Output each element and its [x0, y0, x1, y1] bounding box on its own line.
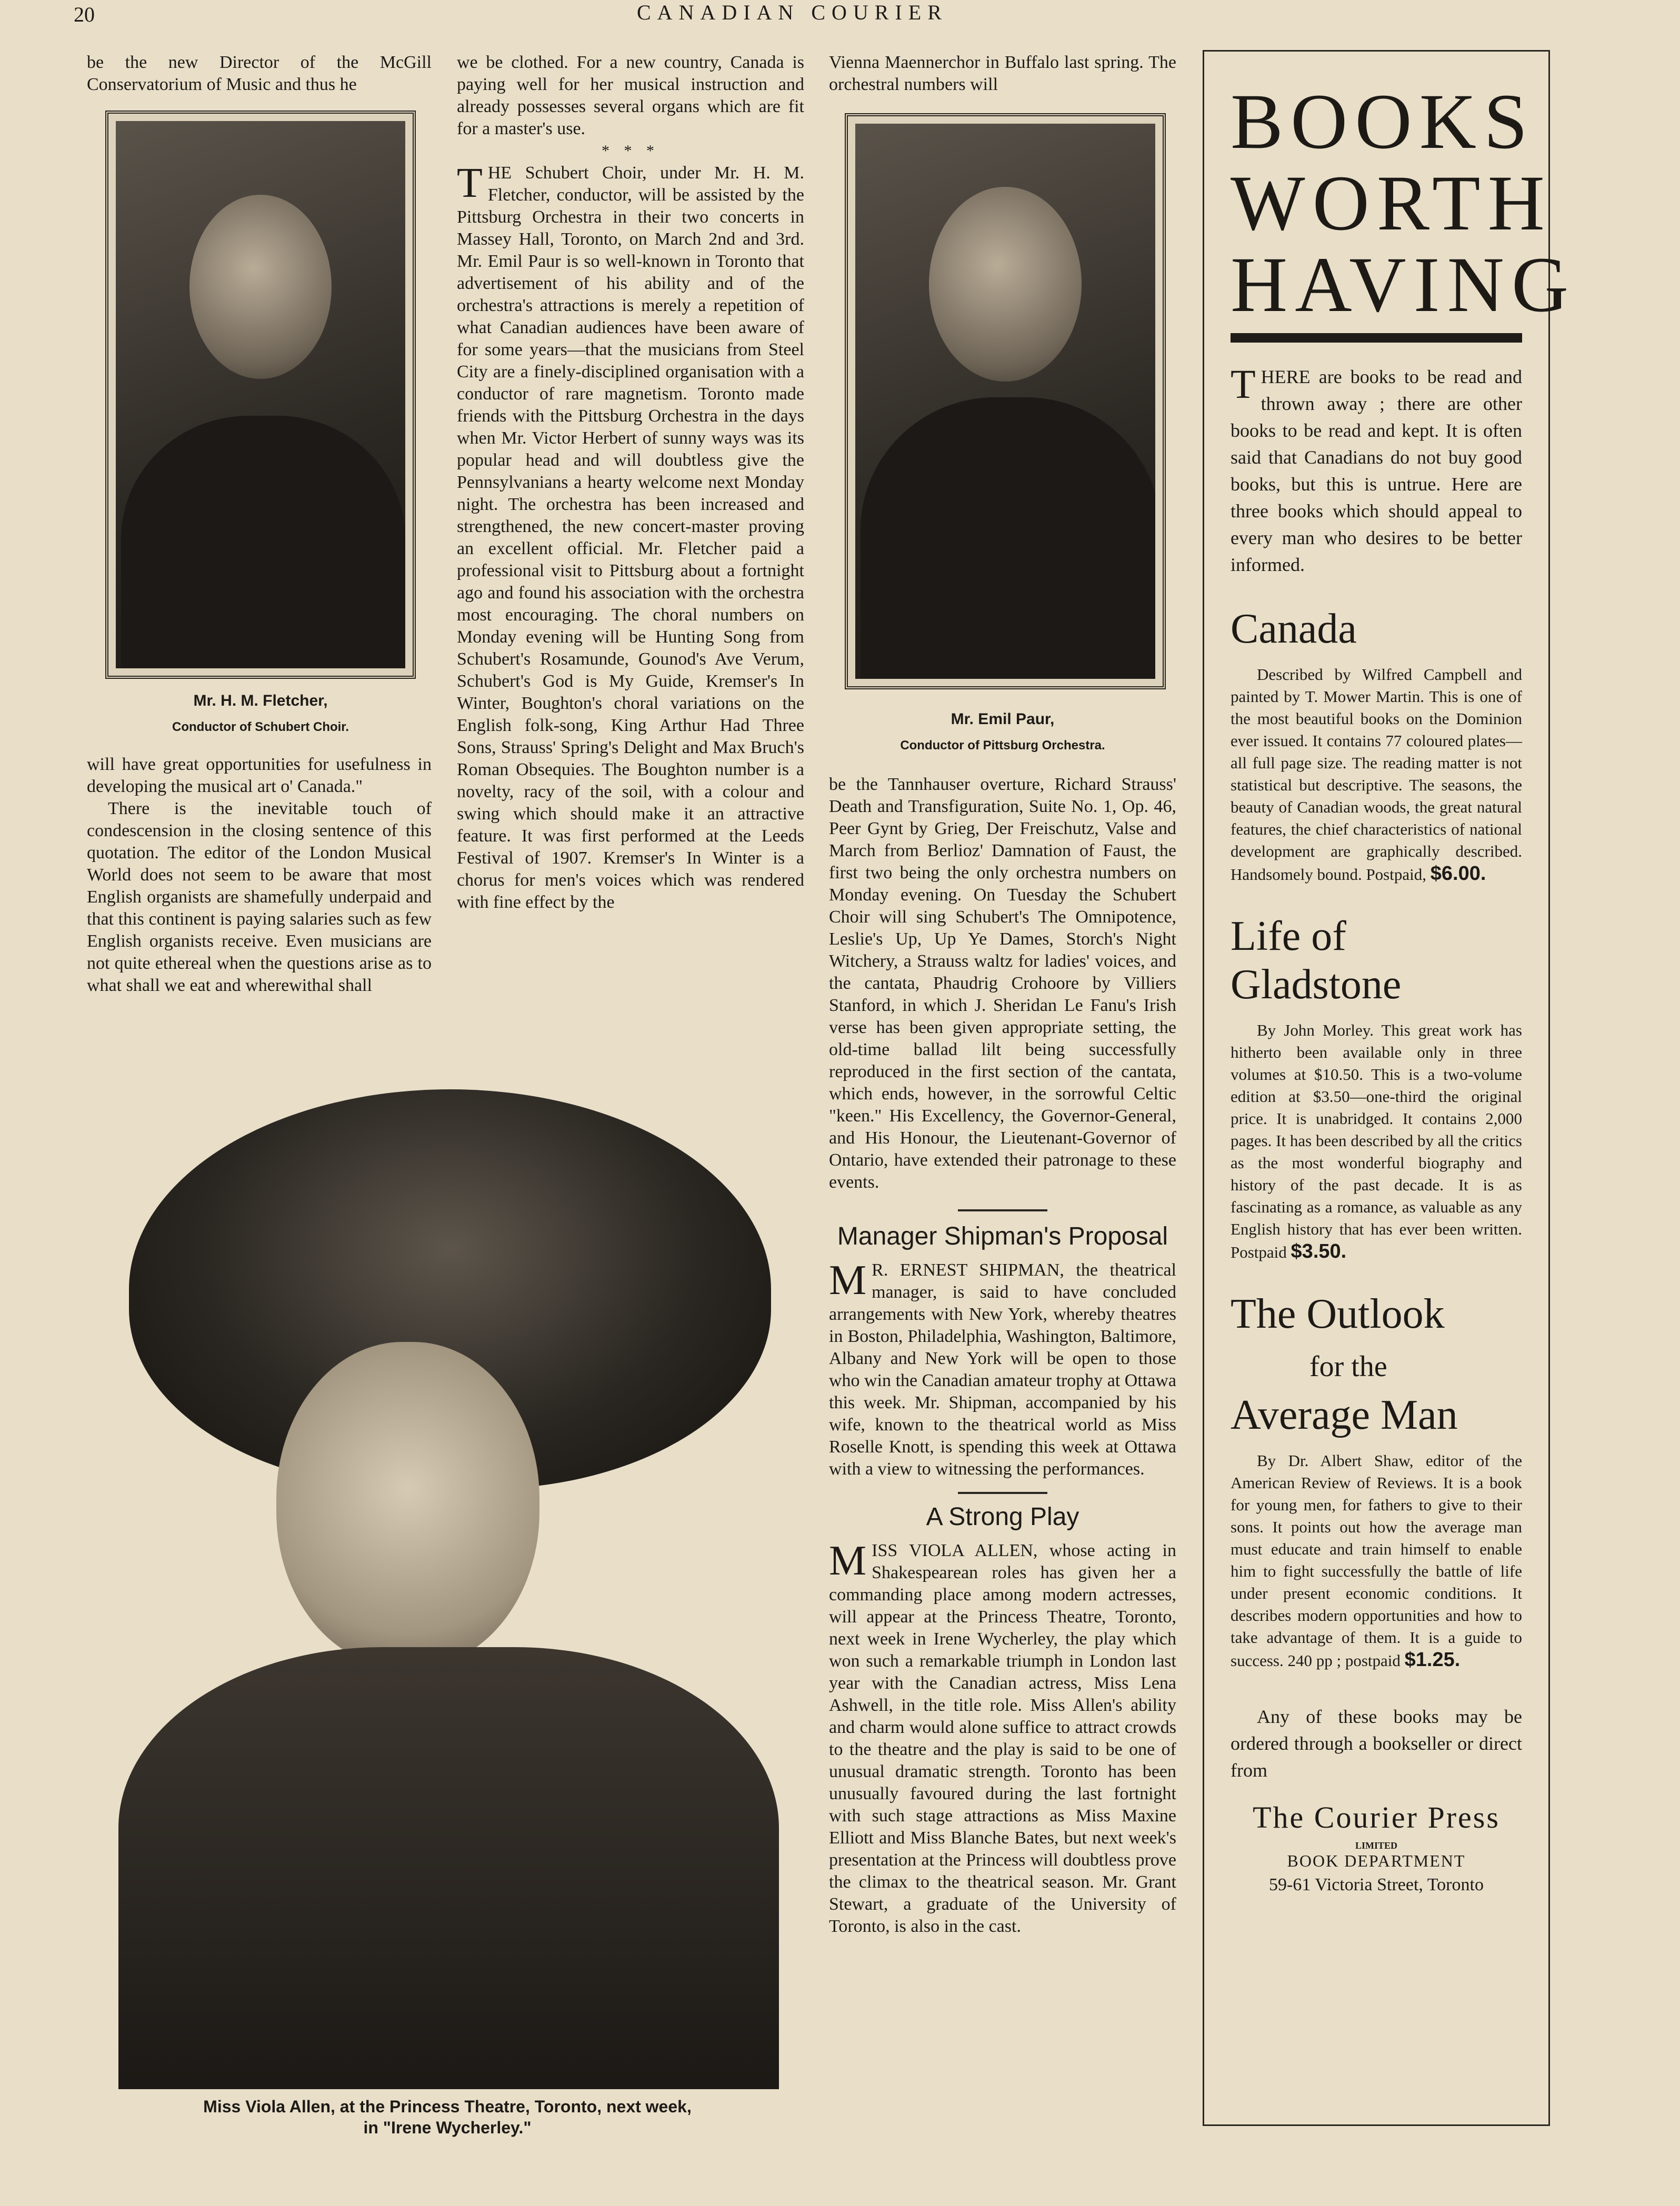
shipman-text: M R. ERNEST SHIPMAN, the theatrical manager, is said to have concluded arrangements with New York, whereby theatres in Boston, Philadelphia, Washington, Baltimore, Albany and New York will be open to those who win the Canadian amateur trophy at Ottawa this week. Mr. Shipman, accompanied by his wife, known to the theatrical world as Miss Roselle Knott, is spending this week at Ottawa with a view to witnessing the performances.: [829, 1257, 1176, 1479]
shipman-heading: Manager Shipman's Proposal: [837, 1222, 1168, 1250]
col1-text-b: There is the inevitable touch of condescension in the closing sentence of this quotation. The editor of the London Musical World does not seem to be aware that most English organists are shamefully underpaid and that this continent is paying salaries such as few English organists receive. Even musicians are not quite ethereal when the questions arise as to what shall we eat and wherewithal shall: [87, 799, 432, 995]
column-3: [829, 52, 1176, 96]
ad-title-bar: [1231, 333, 1522, 343]
book-canada-title: Canada: [1231, 606, 1357, 652]
fletcher-caption-title: Conductor of Schubert Choir.: [172, 720, 349, 734]
book-canada-price: $6.00.: [1430, 863, 1486, 885]
col3-top-text: Vienna Maennerchor in Buffalo last spring. The orchestral numbers will: [829, 53, 1176, 94]
book-outlook-title: The Outlook for the Average Man: [1231, 1291, 1458, 1438]
ad-address: 59-61 Victoria Street, Toronto: [1269, 1875, 1484, 1894]
viola-caption-line2: in "Irene Wycherley.": [363, 2118, 532, 2137]
book-canada-desc: Described by Wilfred Campbell and painted by T. Mower Martin. This is one of the most beautiful books on the Dominion ever issued. It contains 77 coloured plates—all full page size. The reading matter is not statistical but descriptive. The seasons, the beauty of Canadian woods, the great natural features, the chief characteristics of national development are graphically described. Handsomely bound. Postpaid, $6.00.: [1231, 665, 1522, 885]
paur-photo: [845, 113, 1166, 689]
section-divider: [958, 1209, 1047, 1211]
column-2: [457, 52, 804, 914]
col2-schubert-text: THE Schubert Choir, under Mr. H. M. Fletcher, conductor, will be assisted by the Pittsburg Orchestra in their two concerts in Massey Hall, Toronto, on March 2nd and 3rd. Mr. Emil Paur is so well-known in Toronto that advertisement of his ability and of the orchestra's attractions is merely a repetition of what Canadian audiences have been aware of for some years—that the musicians from Steel City are a finely-disciplined organisation with a conductor of rare magnetism. Toronto made friends with the Pittsburg Orchestra in the days when Mr. Victor Herbert of sunny ways was its popular head and will doubtless give the Pennsylvanians a hearty welcome next Monday night. The orchestra has been increased and strengthened, the new concert-master proving an excellent official. Mr. Fletcher paid a professional visit to Pittsburg about a fortnight ago and found his association with the orchestra most encouraging. The choral numbers on Monday evening will be Hunting Song from Schubert's Rosamunde, Gounod's Ave Verum, Schubert's God is My Guide, Kremser's In Winter, Boughton's choral variations on the English folk-song, King Arthur Had Three Sons, Strauss' Spring's Delight and Max Bruch's Roman Obsequies. The Boughton number is a novelty, racy of the soil, with a colour and swing which should make it an attractive feature. It was first performed at the Leeds Festival of 1907. Kremser's In Winter is a chorus for men's voices which was rendered with fine effect by the: [457, 160, 804, 912]
books-advertisement: [1203, 50, 1576, 2126]
book-outlook-desc: By Dr. Albert Shaw, editor of the American Review of Reviews. It is a book for young men, for fathers to give to their sons. It points out how the average man must educate and train himself to enable him to fight successfully the battle of life under present economic conditions. It describes modern opportunities and how to take advantage of them. It is a guide to success. 240 pp ; postpaid $1.25.: [1231, 1451, 1522, 1671]
col1-text-a: will have great opportunities for usefulness in developing the musical art o' Canada.": [87, 755, 432, 796]
ad-intro: THERE are books to be read and thrown away ; there are other books to be read and kept. It is often said that Canadians do not buy good books, but this is untrue. Here are three books which should appeal to every man who desires to be better informed.: [1231, 361, 1522, 575]
page-number: 20: [74, 3, 95, 26]
paur-portrait-image: [855, 124, 1155, 679]
paur-caption-title: Conductor of Pittsburg Orchestra.: [900, 738, 1105, 753]
fletcher-portrait-image: [116, 121, 405, 668]
shipman-dropcap: M: [829, 1257, 867, 1303]
section-stars: * * *: [602, 142, 659, 159]
book-outlook-price: $1.25.: [1404, 1649, 1461, 1671]
paur-caption-name: Mr. Emil Paur,: [951, 710, 1055, 728]
book-gladstone-desc: By John Morley. This great work has hitherto been available only in three volumes at $10.50. This is a two-volume edition at $3.50—one-third the original price. It is unabridged. It contains 2,000 pages. It has been described by all the critics as the most wonderful biography and history of the past decade. It is as fascinating as a romance, as valuable as any English history that has ever been written. Postpaid $3.50.: [1231, 1021, 1522, 1262]
book-gladstone-title: Life of Gladstone: [1231, 913, 1402, 1008]
column-1: [87, 52, 432, 96]
col2-top-text: we be clothed. For a new country, Canada is paying well for her musical instruction and already possesses several organs which are fit for a master's use.: [457, 53, 804, 138]
strong-play-text: MISS VIOLA ALLEN, whose acting in Shakespearean roles has given her a commanding place among modern actresses, will appear at the Princess Theatre, Toronto, next week in Irene Wycherley, the play which won such a remarkable triumph in London last year with the Canadian actress, Miss Lena Ashwell, in the title role. Miss Allen's ability and charm would alone suffice to attract crowds to the theatre and the play is said to be one of unusual dramatic strength. Toronto has been unusually favoured during the last fortnight with such stage attractions as Miss Maxine Elliott and Miss Blanche Bates, but next week's presentation at the Princess will doubtless prove the climax to the theatrical season. Mr. Grant Stewart, a graduate of the University of Toronto, is also in the cast.: [829, 1538, 1176, 1936]
masthead-title: CANADIAN COURIER: [637, 1, 948, 24]
col3-cont-text: be the Tannhauser overture, Richard Strauss' Death and Transfiguration, Suite No. 1, Op. 46, Peer Gynt by Grieg, Der Freischutz, Valse and March from Berlioz' Damnation of Faust, the first two being the only orchestra numbers on Monday evening. On Tuesday the Schubert Choir will sing Schubert's The Omnipotence, Leslie's Up, Up Ye Dames, Storch's Night Witchery, a Strauss waltz for ladies' voices, and the cantata, Phaudrig Crohoore by Villiers Stanford, in which J. Sheridan Le Fanu's Irish verse has been given appropriate setting, the old-time ballad lilt being successfully reproduced in the first section of the cantata, which ends, however, in the sorrowful Celtic "keen." His Excellency, the Governor-General, and His Honour, the Lieutenant-Governor of Ontario, have extended their patronage to these events.: [829, 775, 1176, 1192]
book-gladstone-price: $3.50.: [1291, 1240, 1347, 1262]
ad-title-worth: WORTH: [1231, 159, 1552, 247]
viola-caption-line1: Miss Viola Allen, at the Princess Theatre, Toronto, next week,: [203, 2097, 692, 2116]
ad-title-books: BOOKS: [1231, 78, 1535, 165]
face-shape: [276, 1342, 539, 1668]
fletcher-photo: [105, 111, 416, 679]
ad-department: BOOK DEPARTMENT: [1287, 1851, 1466, 1870]
column-1-lower: [87, 754, 432, 997]
section-divider-2: [958, 1492, 1047, 1494]
col1-top-text: be the new Director of the McGill Conservatorium of Music and thus he: [87, 53, 432, 94]
fletcher-caption-name: Mr. H. M. Fletcher,: [193, 692, 328, 709]
ad-title-having: HAVING: [1231, 241, 1576, 328]
strong-play-heading: A Strong Play: [926, 1503, 1079, 1531]
viola-allen-photo: [118, 1068, 779, 2089]
coat-shape: [118, 1647, 779, 2089]
col2-dropcap: T: [457, 160, 483, 206]
ad-press-name: The Courier Press: [1253, 1800, 1500, 1834]
ad-dropcap: T: [1231, 361, 1256, 407]
strong-play-dropcap: M: [829, 1538, 867, 1584]
column-3-lower: [829, 774, 1176, 1938]
ad-order-text: Any of these books may be ordered through a bookseller or direct from: [1231, 1706, 1522, 1781]
ad-limited: LIMITED: [1355, 1840, 1397, 1851]
